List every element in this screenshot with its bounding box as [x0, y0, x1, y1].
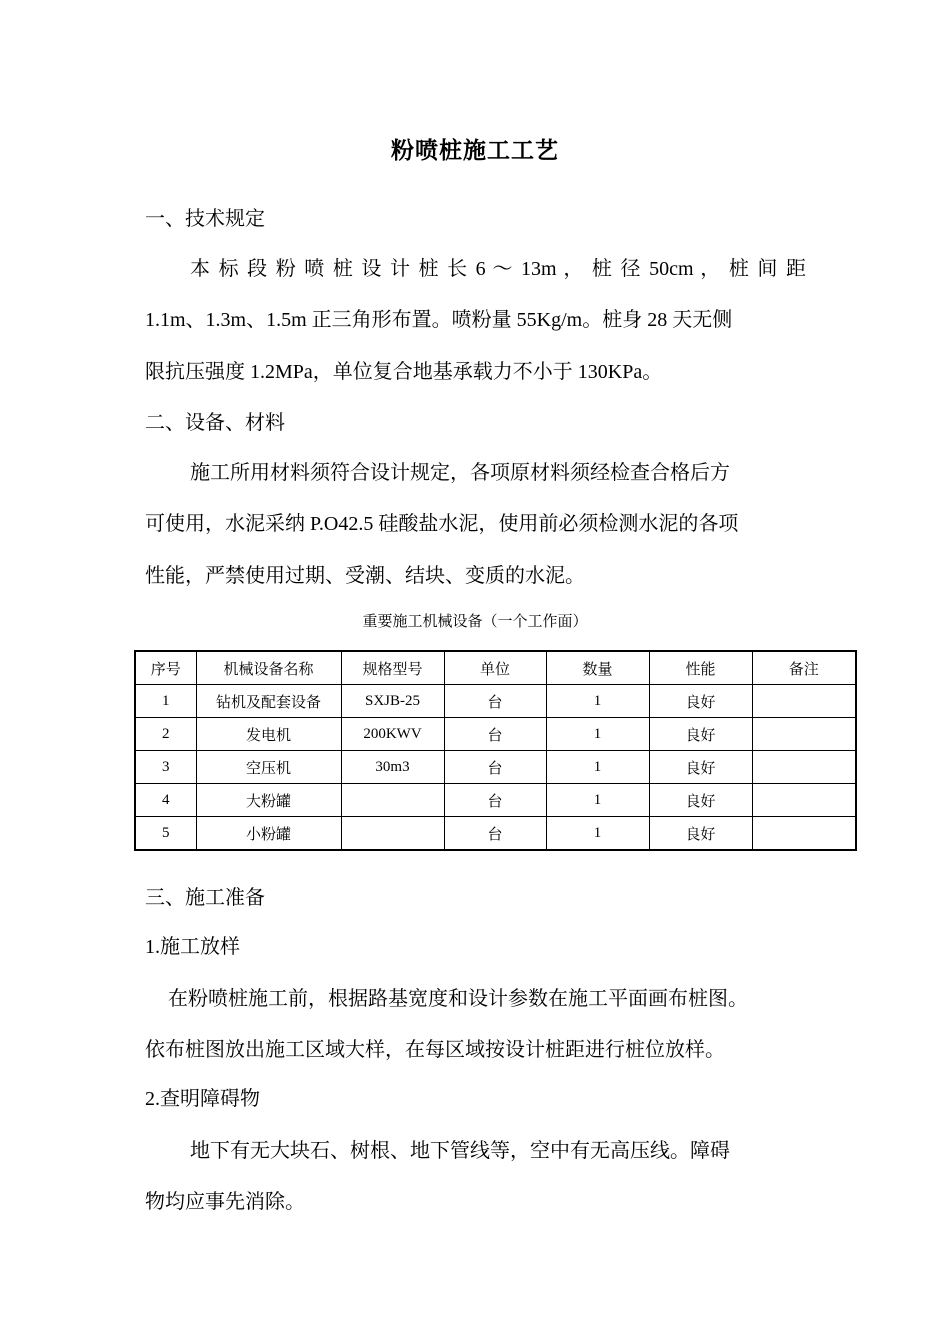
- table-cell: 台: [444, 817, 546, 851]
- table-cell: [752, 751, 856, 784]
- subsection1-heading: 1.施工放样: [145, 936, 240, 958]
- table-header-row: [135, 651, 856, 685]
- table-cell: 2: [135, 718, 196, 751]
- table-cell: 良好: [649, 685, 752, 718]
- subsection2-heading: 2.查明障碍物: [145, 1088, 260, 1110]
- header-equipment-name: 机械设备名称: [196, 651, 341, 685]
- equipment-table: [134, 650, 857, 851]
- subsection2-line-2: 物均应事先消除。: [145, 1191, 305, 1213]
- table-row: [135, 784, 856, 817]
- section2-line-1: 施工所用材料须符合设计规定，各项原材料须经检查合格后方: [190, 462, 730, 484]
- table-cell: 台: [444, 751, 546, 784]
- table-cell: 3: [135, 751, 196, 784]
- table-cell: [752, 718, 856, 751]
- table-cell: [752, 685, 856, 718]
- table-cell: 1: [546, 685, 649, 718]
- section3-heading: 三、施工准备: [145, 887, 265, 909]
- header-remarks: 备注: [752, 651, 856, 685]
- table-cell: 30m3: [341, 751, 444, 784]
- table-row: [135, 685, 856, 718]
- table-cell: 4: [135, 784, 196, 817]
- table-cell: 良好: [649, 718, 752, 751]
- table-row: [135, 718, 856, 751]
- section2-line-2: 可使用，水泥采纳 P.O42.5 硅酸盐水泥，使用前必须检测水泥的各项: [145, 513, 739, 535]
- header-index: 序号: [135, 651, 196, 685]
- table-cell: 1: [546, 784, 649, 817]
- subsection1-line-2: 依布桩图放出施工区域大样，在每区域按设计桩距进行桩位放样。: [145, 1039, 725, 1061]
- table-cell: 1: [546, 817, 649, 851]
- section2-line-3: 性能，严禁使用过期、受潮、结块、变质的水泥。: [145, 565, 585, 587]
- table-cell: 1: [135, 685, 196, 718]
- section2-heading: 二、设备、材料: [145, 412, 285, 434]
- section1-line-2: 1.1m、1.3m、1.5m 正三角形布置。喷粉量 55Kg/m。桩身 28 天无侧: [145, 309, 733, 331]
- header-model: 规格型号: [341, 651, 444, 685]
- table-cell: 发电机: [196, 718, 341, 751]
- table-row: [135, 817, 856, 851]
- subsection1-line-1: 在粉喷桩施工前，根据路基宽度和设计参数在施工平面画布桩图。: [168, 988, 748, 1010]
- subsection2-line-1: 地下有无大块石、树根、地下管线等，空中有无高压线。障碍: [190, 1140, 730, 1162]
- header-unit: 单位: [444, 651, 546, 685]
- section1-line-1: 本 标 段 粉 喷 桩 设 计 桩 长 6 ～ 13m ， 桩 径 50cm ， 桩 间 距: [190, 258, 806, 280]
- table-cell: SXJB-25: [341, 685, 444, 718]
- table-cell: 200KWV: [341, 718, 444, 751]
- table-cell: 1: [546, 751, 649, 784]
- table-row: [135, 751, 856, 784]
- page-title: 粉喷桩施工工艺: [391, 138, 559, 163]
- section1-line-3: 限抗压强度 1.2MPa，单位复合地基承载力不小于 130KPa。: [145, 361, 663, 383]
- table-cell: 大粉罐: [196, 784, 341, 817]
- section1-heading: 一、技术规定: [145, 208, 265, 230]
- table-cell: 台: [444, 784, 546, 817]
- table-cell: [341, 784, 444, 817]
- table-cell: [752, 784, 856, 817]
- table-cell: 台: [444, 718, 546, 751]
- table-cell: 良好: [649, 751, 752, 784]
- table-cell: 5: [135, 817, 196, 851]
- table-cell: 空压机: [196, 751, 341, 784]
- header-performance: 性能: [649, 651, 752, 685]
- table-cell: [341, 817, 444, 851]
- table-cell: 良好: [649, 817, 752, 851]
- header-quantity: 数量: [546, 651, 649, 685]
- table-cell: 小粉罐: [196, 817, 341, 851]
- table-caption: 重要施工机械设备（一个工作面）: [362, 614, 588, 630]
- table-cell: 台: [444, 685, 546, 718]
- table-cell: [752, 817, 856, 851]
- table-cell: 良好: [649, 784, 752, 817]
- table-cell: 1: [546, 718, 649, 751]
- table-cell: 钻机及配套设备: [196, 685, 341, 718]
